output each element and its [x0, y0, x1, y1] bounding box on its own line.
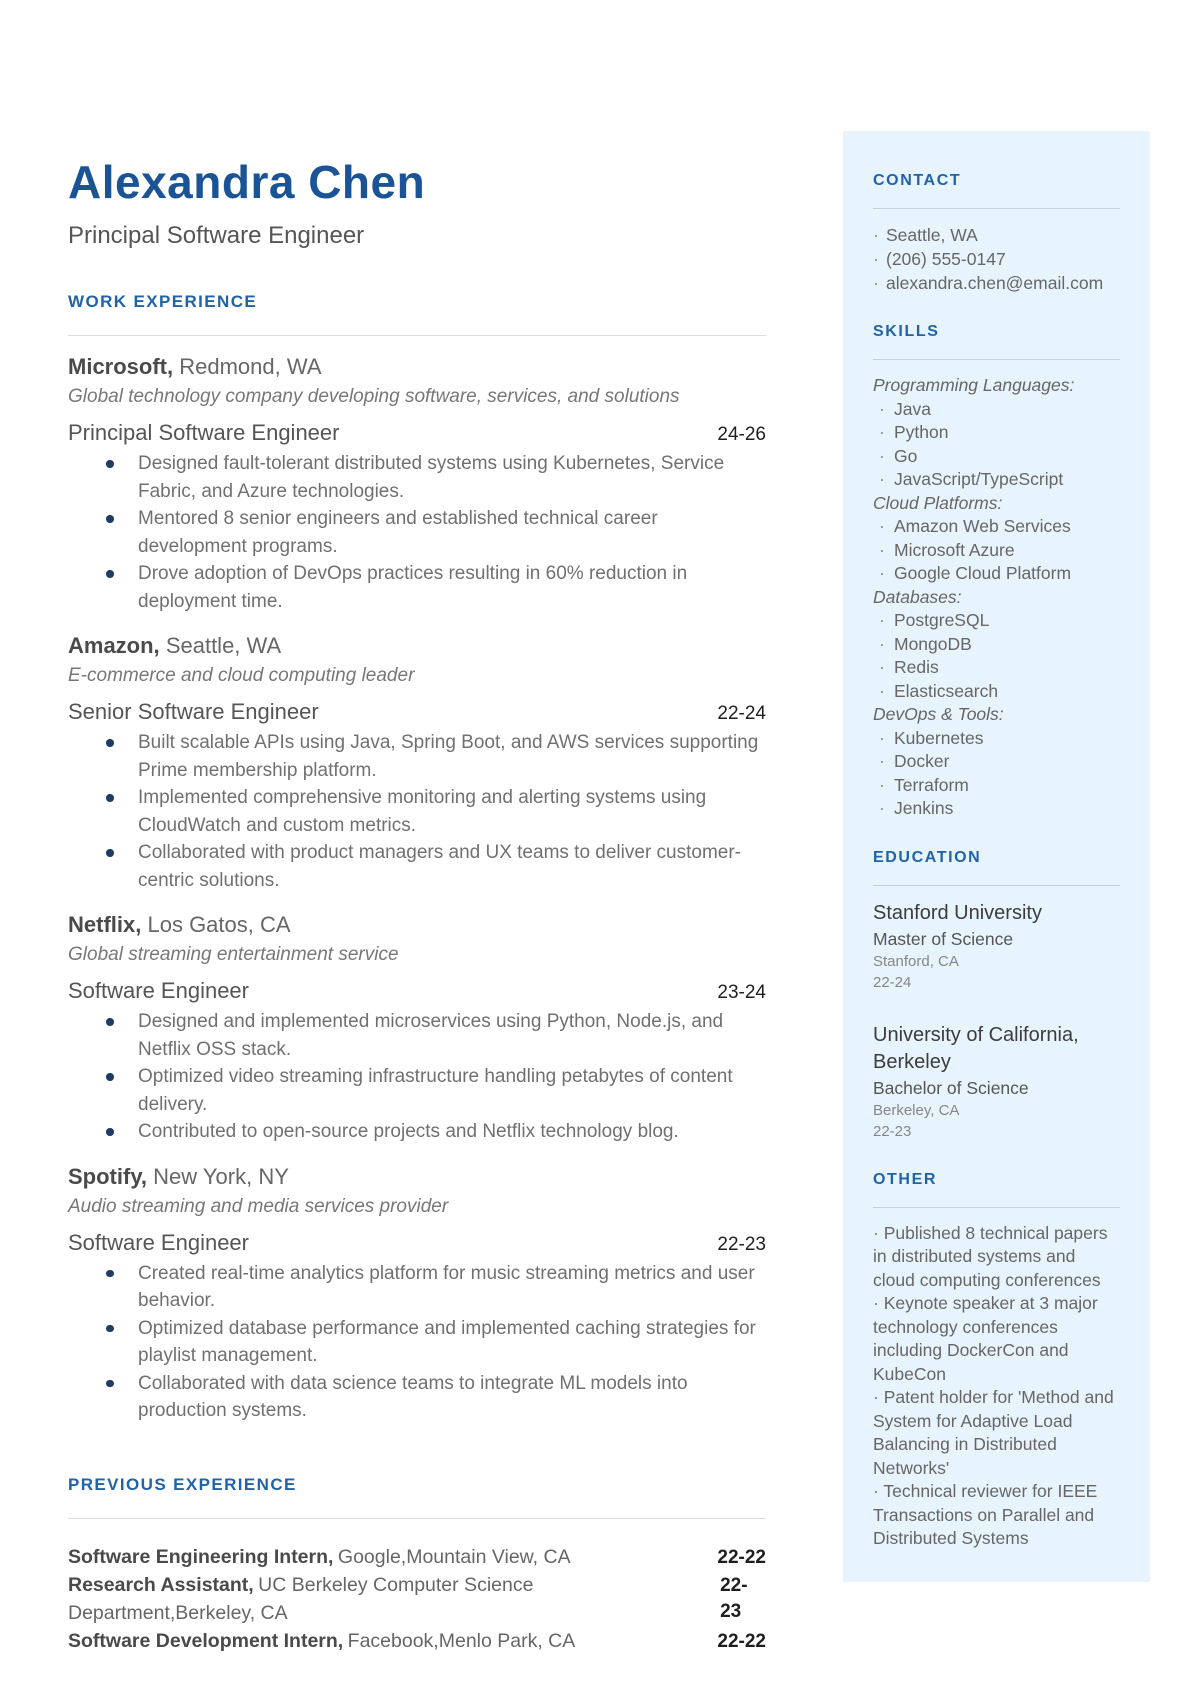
skill-item: · Google Cloud Platform — [873, 562, 1120, 586]
company-description: Audio streaming and media services provider — [68, 1195, 449, 1217]
job-title: Principal Software Engineer — [68, 420, 340, 446]
school-location: Stanford, CA — [873, 952, 959, 970]
previous-role-org — [68, 1628, 575, 1656]
job-bullet: Optimized database performance and implemented caching strategies for playlist management. — [68, 1315, 766, 1370]
job-bullet: Built scalable APIs using Java, Spring Boot, and AWS services supporting Prime membership platform. — [68, 729, 766, 784]
skills-group-databases — [873, 586, 1120, 704]
contact-phone: · (206) 555-0147 — [873, 247, 1120, 271]
job-bullet: Designed and implemented microservices using Python, Node.js, and Netflix OSS stack. — [68, 1008, 766, 1063]
skills-list — [873, 609, 1120, 703]
job-bullet: Contributed to open-source projects and Netflix technology blog. — [68, 1118, 766, 1146]
role-row — [68, 418, 766, 447]
skill-item: · Python — [873, 421, 1120, 445]
candidate-title: Principal Software Engineer — [68, 222, 365, 250]
section-divider — [68, 1518, 766, 1519]
job-bullet: Created real-time analytics platform for music streaming metrics and user behavior. — [68, 1260, 766, 1315]
job-dates: 22-23 — [717, 1233, 766, 1255]
skill-item: · Go — [873, 445, 1120, 469]
sidebar-heading-skills: SKILLS — [873, 323, 940, 340]
skill-item: · Amazon Web Services — [873, 515, 1120, 539]
previous-org: Facebook,Menlo Park, CA — [347, 1629, 576, 1652]
role-row — [68, 697, 766, 726]
sidebar-divider — [873, 1207, 1120, 1208]
school-dates: 22-23 — [873, 1122, 912, 1140]
sidebar-divider — [873, 359, 1120, 360]
job-title: Software Engineer — [68, 1229, 249, 1255]
company-location: New York, NY — [153, 1163, 289, 1189]
company-description: E-commerce and cloud computing leader — [68, 665, 415, 687]
skill-item: · Redis — [873, 656, 1120, 680]
skill-item: · Elasticsearch — [873, 680, 1120, 704]
education-entry-uc-berkeley — [873, 1022, 1120, 1142]
skills-list — [873, 515, 1120, 586]
company-line — [68, 631, 766, 660]
sidebar-divider — [873, 208, 1120, 209]
skill-item: · MongoDB — [873, 633, 1120, 657]
sidebar — [843, 131, 1150, 1582]
contact-list — [873, 223, 1120, 295]
job-bullet-list — [68, 1008, 766, 1146]
skills-group-cloud-platforms — [873, 492, 1120, 586]
job-entry-amazon — [68, 631, 766, 894]
company-name: Microsoft, — [68, 354, 174, 380]
school-degree: Bachelor of Science — [873, 1077, 1029, 1098]
company-line — [68, 352, 766, 381]
skill-item: · Kubernetes — [873, 727, 1120, 751]
previous-dates: 22-23 — [720, 1574, 748, 1622]
other-item: · Technical reviewer for IEEE Transactions on Parallel and Distributed Systems — [873, 1480, 1120, 1551]
skills-group-label: DevOps & Tools: — [873, 704, 1004, 724]
job-bullet: Drove adoption of DevOps practices resulting in 60% reduction in deployment time. — [68, 560, 766, 615]
skills-list — [873, 727, 1120, 821]
job-dates: 22-24 — [717, 703, 766, 725]
candidate-name: Alexandra Chen — [68, 156, 426, 208]
previous-role: Software Engineering Intern, — [68, 1545, 334, 1568]
other-item: · Published 8 technical papers in distributed systems and cloud computing conferences — [873, 1222, 1120, 1293]
job-bullet: Mentored 8 senior engineers and established technical career development programs. — [68, 505, 766, 560]
job-entry-microsoft — [68, 352, 766, 615]
previous-dates: 22-22 — [717, 1630, 766, 1652]
previous-experience-row — [68, 1628, 766, 1656]
job-dates: 24-26 — [717, 424, 766, 446]
previous-org: UC Berkeley Computer Science Department,Berkeley, CA — [68, 1573, 534, 1624]
job-bullet-list — [68, 450, 766, 615]
skill-item: · Java — [873, 398, 1120, 422]
other-item: · Patent holder for 'Method and System for Adaptive Load Balancing in Distributed Networks' — [873, 1386, 1120, 1480]
previous-experience-row — [68, 1544, 766, 1572]
previous-org: Google,Mountain View, CA — [337, 1545, 571, 1568]
contact-location: · Seattle, WA — [873, 223, 1120, 247]
company-description: Global streaming entertainment service — [68, 944, 399, 966]
role-row — [68, 976, 766, 1005]
section-heading-previous-experience: PREVIOUS EXPERIENCE — [68, 1474, 297, 1494]
job-bullet: Optimized video streaming infrastructure handling petabytes of content delivery. — [68, 1063, 766, 1118]
previous-role: Software Development Intern, — [68, 1629, 344, 1652]
sidebar-divider — [873, 885, 1120, 886]
skill-item: · Jenkins — [873, 797, 1120, 821]
school-name: University of California, Berkeley — [873, 1023, 1079, 1073]
skill-item: · Microsoft Azure — [873, 539, 1120, 563]
job-bullet: Collaborated with product managers and UX teams to deliver customer-centric solutions. — [68, 839, 766, 894]
school-name: Stanford University — [873, 901, 1042, 924]
company-line — [68, 1162, 766, 1191]
skills-group-devops-tools — [873, 703, 1120, 821]
job-entry-netflix — [68, 910, 766, 1146]
job-bullet-list — [68, 729, 766, 894]
school-dates: 22-24 — [873, 973, 912, 991]
job-bullet: Implemented comprehensive monitoring and alerting systems using CloudWatch and custom metrics. — [68, 784, 766, 839]
job-title: Senior Software Engineer — [68, 699, 319, 725]
previous-role-org — [68, 1544, 571, 1572]
job-bullet: Designed fault-tolerant distributed systems using Kubernetes, Service Fabric, and Azure technologies. — [68, 450, 766, 505]
job-bullet-list — [68, 1260, 766, 1425]
previous-experience-list — [68, 1544, 766, 1656]
company-description: Global technology company developing software, services, and solutions — [68, 386, 680, 408]
job-entry-spotify — [68, 1162, 766, 1425]
skills-group-programming-languages — [873, 374, 1120, 492]
skills-group-label: Cloud Platforms: — [873, 492, 1003, 513]
sidebar-heading-contact: CONTACT — [873, 172, 962, 189]
job-dates: 23-24 — [717, 982, 766, 1004]
previous-experience-row — [68, 1572, 766, 1628]
role-row — [68, 1228, 766, 1257]
section-heading-work-experience: WORK EXPERIENCE — [68, 292, 258, 312]
company-line — [68, 910, 766, 939]
company-name: Netflix, — [68, 912, 142, 938]
previous-role-org — [68, 1572, 720, 1628]
company-name: Amazon, — [68, 633, 160, 659]
skill-item: · PostgreSQL — [873, 609, 1120, 633]
previous-role: Research Assistant, — [68, 1573, 254, 1596]
company-location: Los Gatos, CA — [147, 912, 291, 938]
school-location: Berkeley, CA — [873, 1101, 960, 1119]
skill-item: · JavaScript/TypeScript — [873, 468, 1120, 492]
section-divider — [68, 335, 766, 336]
skills-group-label: Programming Languages: — [873, 375, 1075, 395]
job-title: Software Engineer — [68, 978, 249, 1004]
other-item: · Keynote speaker at 3 major technology conferences including DockerCon and KubeCon — [873, 1292, 1120, 1386]
sidebar-heading-education: EDUCATION — [873, 848, 982, 866]
company-name: Spotify, — [68, 1163, 148, 1189]
school-degree: Master of Science — [873, 928, 1014, 949]
sidebar-heading-other: OTHER — [873, 1170, 937, 1188]
skills-group-label: Databases: — [873, 586, 962, 607]
company-location: Seattle, WA — [165, 633, 282, 659]
skills-list — [873, 398, 1120, 492]
company-location: Redmond, WA — [179, 354, 322, 380]
skill-item: · Docker — [873, 750, 1120, 774]
education-entry-stanford — [873, 900, 1120, 993]
skill-item: · Terraform — [873, 774, 1120, 798]
previous-dates: 22-22 — [717, 1546, 766, 1568]
contact-email: · alexandra.chen@email.com — [873, 271, 1120, 295]
job-bullet: Collaborated with data science teams to integrate ML models into production systems. — [68, 1370, 766, 1425]
main-column — [68, 158, 766, 1656]
